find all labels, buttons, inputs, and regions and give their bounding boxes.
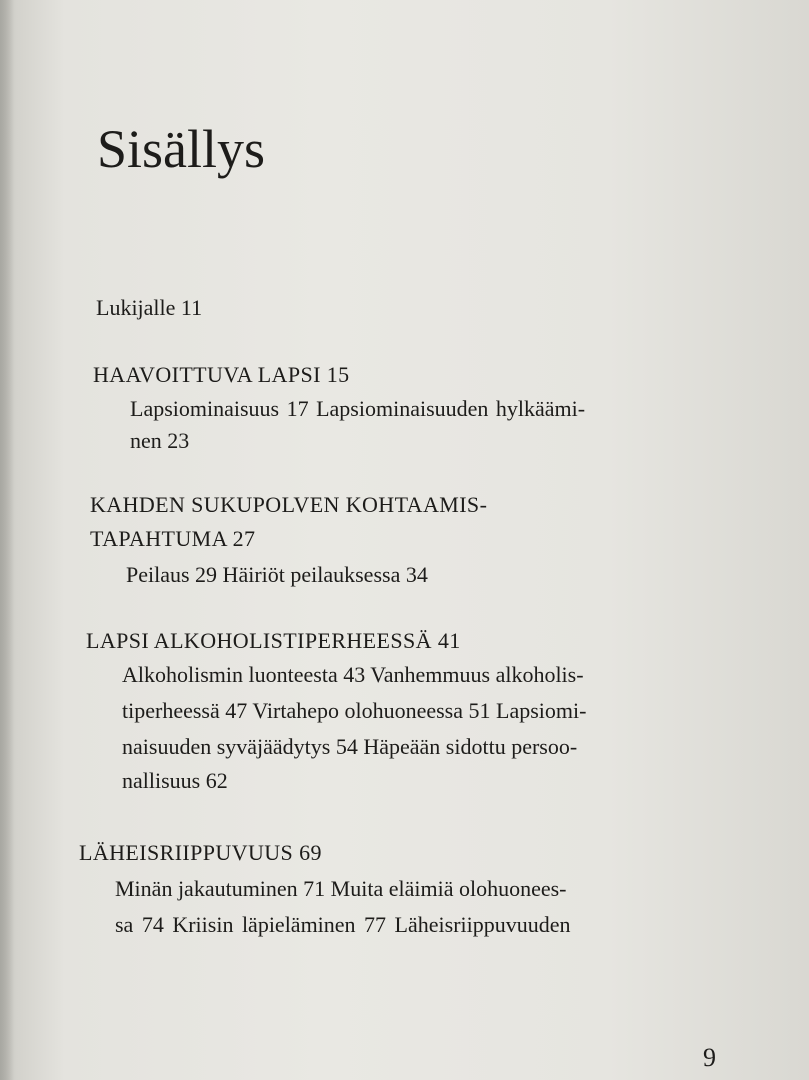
toc-section-line: Minän jakautuminen 71 Muita eläimiä olohuonees- (115, 876, 567, 901)
toc-chapter-lapsi-alkoholistiperheessa: LAPSI ALKOHOLISTIPERHEESSÄ 41 (86, 628, 461, 653)
toc-entry-lukijalle: Lukijalle 11 (96, 295, 203, 320)
toc-chapter-kahden-sukupolven: KAHDEN SUKUPOLVEN KOHTAAMIS- (90, 492, 488, 517)
toc-chapter-continuation: TAPAHTUMA 27 (90, 526, 256, 551)
toc-chapter-haavoittuva-lapsi: HAAVOITTUVA LAPSI 15 (93, 362, 350, 387)
toc-section-line: nallisuus 62 (122, 768, 228, 793)
toc-section-line: naisuuden syväjäädytys 54 Häpeään sidottu persoo- (122, 734, 578, 759)
toc-section-line: nen 23 (130, 428, 190, 453)
toc-section-line: Lapsiominaisuus 17 Lapsiominaisuuden hylkäämi- (130, 396, 586, 421)
toc-section-line: Peilaus 29 Häiriöt peilauksessa 34 (126, 562, 428, 587)
toc-section-line: sa 74 Kriisin läpieläminen 77 Läheisriippuvuuden (115, 912, 571, 937)
page-title: Sisällys (97, 119, 266, 179)
toc-section-line: Alkoholismin luonteesta 43 Vanhemmuus alkoholis- (122, 662, 584, 687)
toc-chapter-laheisriippuvuus: LÄHEISRIIPPUVUUS 69 (79, 840, 322, 865)
toc-section-line: tiperheessä 47 Virtahepo olohuoneessa 51 Lapsiomi- (122, 698, 587, 723)
page-number: 9 (703, 1043, 716, 1072)
